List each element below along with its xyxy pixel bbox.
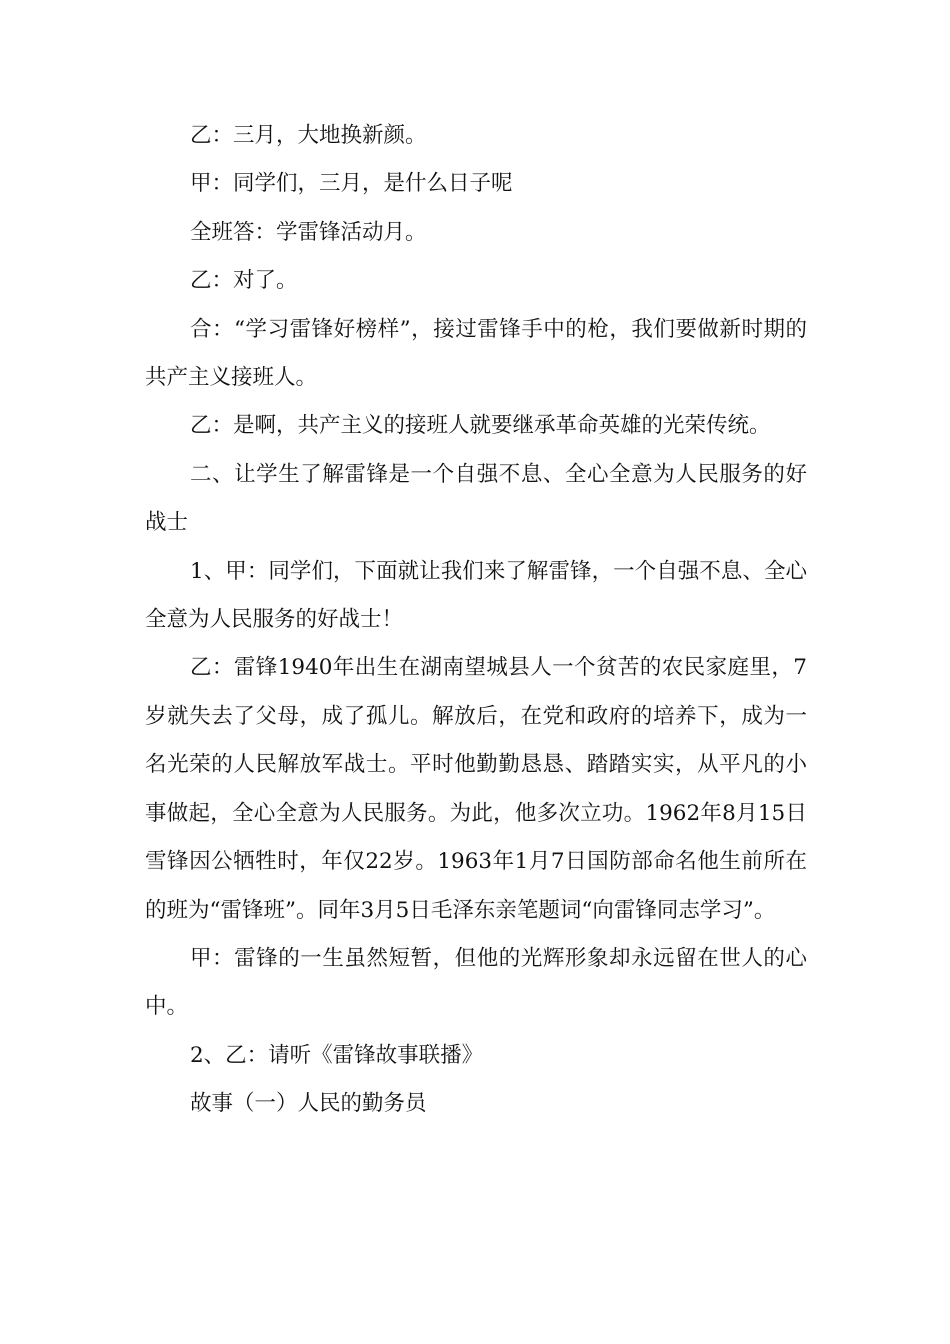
paragraph-6: 乙：是啊，共产主义的接班人就要继承革命英雄的光荣传统。: [190, 413, 771, 439]
paragraph-4: 乙：对了。: [190, 268, 298, 294]
paragraph-5: 合：“学习雷锋好榜样”，接过雷锋手中的枪，我们要做新时期的共产主义接班人。: [145, 316, 807, 391]
paragraph-11: 2、乙：请听《雷锋故事联播》: [190, 1042, 484, 1068]
paragraph-8: 1、甲：同学们，下面就让我们来了解雷锋，一个自强不息、全心全意为人民服务的好战士！: [145, 558, 807, 633]
paragraph-9: 乙：雷锋1940年出生在湖南望城县人一个贫苦的农民家庭里，7岁就失去了父母，成了孤儿。解放后，在党和政府的培养下，成为一名光荣的人民解放军战士。平时他勤勤恳恳、踏踏实实，从平凡的小事做起，全心全意为人民服务。为此，他多次立功。1962年8月15日雪锋因公牺牲时，年仅22岁。1963年1月7日国防部命名他生前所在的班为“雷锋班”。同年3月5日毛泽东亲笔题词“向雷锋同志学习”。: [145, 655, 807, 923]
paragraph-3: 全班答：学雷锋活动月。: [190, 219, 427, 245]
section-heading-2: 二、让学生了解雷锋是一个自强不息、全心全意为人民服务的好战士: [145, 461, 807, 536]
document-body: [145, 112, 807, 1129]
paragraph-1: 乙：三月，大地换新颜。: [190, 123, 427, 148]
story-title-1: 故事（一）人民的勤务员: [190, 1091, 427, 1117]
paragraph-10: 甲：雷锋的一生虽然短暂，但他的光辉形象却永远留在世人的心中。: [145, 945, 807, 1020]
paragraph-2: 甲：同学们，三月，是什么日子呢: [190, 171, 513, 197]
